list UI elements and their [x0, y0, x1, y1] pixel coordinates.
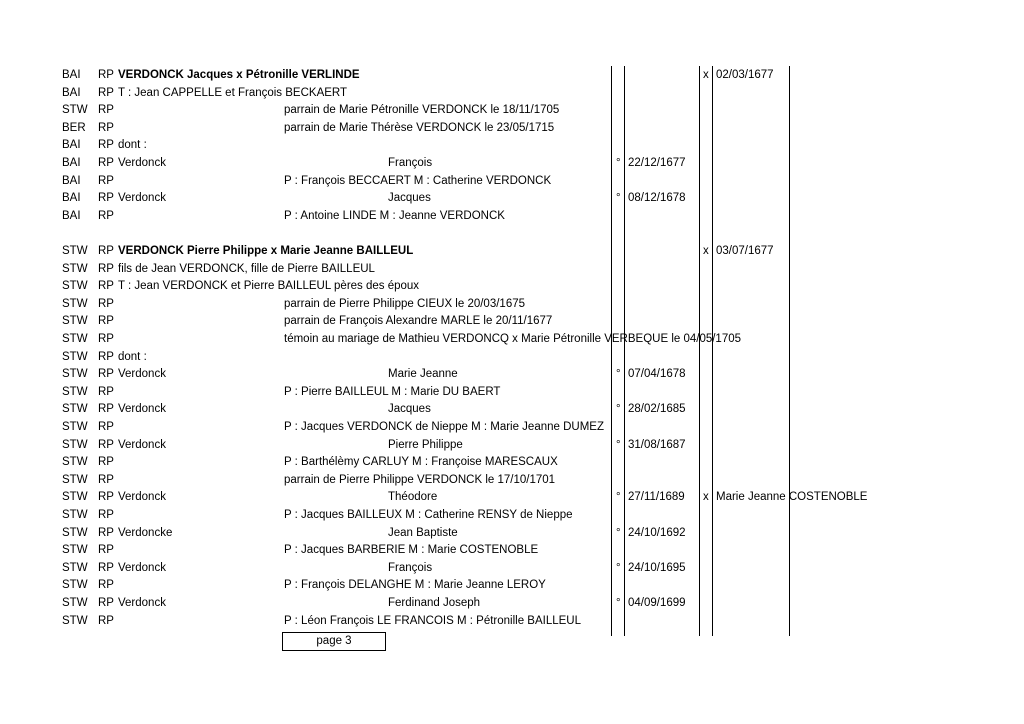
register-code: RP: [98, 526, 114, 539]
marriage-info: Marie Jeanne COSTENOBLE: [716, 491, 868, 504]
parish-code: STW: [62, 245, 88, 257]
record-main-text: Verdonck: [118, 597, 166, 609]
record-date: 31/08/1687: [628, 438, 686, 451]
table-row: [0, 224, 1024, 242]
birth-symbol: °: [616, 157, 621, 169]
table-row: [0, 383, 1024, 401]
register-code: RP: [98, 385, 114, 398]
register-code: RP: [98, 157, 114, 169]
birth-symbol: °: [616, 403, 621, 416]
birth-symbol: °: [616, 561, 621, 574]
parish-code: BAI: [62, 157, 81, 169]
register-code: RP: [98, 579, 114, 592]
record-detail-text: P : François DELANGHE M : Marie Jeanne LEROY: [284, 579, 546, 592]
register-code: RP: [98, 104, 114, 117]
record-detail-text: P : Pierre BAILLEUL M : Marie DU BAERT: [284, 385, 501, 398]
table-row: [0, 365, 1024, 383]
table-row: [0, 66, 1024, 84]
register-code: RP: [98, 209, 114, 222]
record-detail-text: P : Jacques BARBERIE M : Marie COSTENOBLE: [284, 544, 539, 557]
record-date: 24/10/1692: [628, 526, 686, 539]
record-detail-text: P : Léon François LE FRANCOIS M : Pétronille BAILLEUL: [284, 614, 581, 627]
birth-symbol: °: [616, 368, 621, 381]
marriage-info: 02/03/1677: [716, 69, 774, 81]
table-row: [0, 524, 1024, 542]
record-date: 28/02/1685: [628, 403, 686, 416]
marriage-info: 03/07/1677: [716, 245, 774, 257]
child-first-name: Ferdinand Joseph: [388, 597, 481, 609]
table-row: [0, 506, 1024, 524]
table-row: [0, 295, 1024, 313]
birth-symbol: °: [616, 491, 621, 504]
record-main-text: Verdonck: [118, 403, 166, 416]
parish-code: STW: [62, 526, 88, 539]
column-divider: [712, 66, 713, 636]
child-first-name: Jacques: [388, 403, 431, 416]
table-row: [0, 418, 1024, 436]
table-row: [0, 330, 1024, 348]
table-row: [0, 119, 1024, 137]
parish-code: STW: [62, 421, 88, 433]
column-divider: [789, 66, 790, 636]
table-row: [0, 242, 1024, 260]
table-row: [0, 277, 1024, 295]
record-main-text: T : Jean VERDONCK et Pierre BAILLEUL pères des époux: [118, 280, 420, 293]
birth-symbol: °: [616, 526, 621, 539]
child-first-name: Jean Baptiste: [388, 526, 458, 539]
table-row: [0, 471, 1024, 489]
parish-code: BAI: [62, 86, 81, 99]
parish-code: BAI: [62, 192, 81, 205]
record-main-text: Verdonck: [118, 561, 166, 574]
column-divider: [624, 66, 625, 636]
record-main-text: Verdonck: [118, 438, 166, 451]
record-detail-text: parrain de Pierre Philippe VERDONCK le 17/10/1701: [284, 473, 556, 486]
record-main-text: T : Jean CAPPELLE et François BECKAERT: [118, 86, 348, 99]
record-date: 27/11/1689: [628, 491, 685, 504]
register-code: RP: [98, 597, 114, 609]
parish-code: STW: [62, 597, 88, 609]
table-row: [0, 400, 1024, 418]
marriage-symbol: x: [703, 245, 709, 257]
parish-code: STW: [62, 509, 88, 521]
column-divider: [699, 66, 700, 636]
register-code: RP: [98, 438, 114, 451]
register-code: RP: [98, 192, 114, 205]
parish-code: STW: [62, 473, 88, 486]
table-row: [0, 84, 1024, 102]
parish-code: STW: [62, 297, 88, 310]
parish-code: STW: [62, 262, 88, 275]
child-first-name: Marie Jeanne: [388, 368, 458, 381]
register-code: RP: [98, 69, 114, 81]
register-code: RP: [98, 614, 114, 627]
record-date: 24/10/1695: [628, 561, 686, 574]
register-code: RP: [98, 544, 114, 557]
child-first-name: Théodore: [388, 491, 438, 504]
record-detail-text: P : Jacques VERDONCK de Nieppe M : Marie Jeanne DUMEZ: [284, 421, 604, 433]
register-code: RP: [98, 333, 114, 345]
child-first-name: François: [388, 157, 433, 169]
record-date: 08/12/1678: [628, 192, 686, 205]
register-code: RP: [98, 315, 114, 328]
parish-code: STW: [62, 561, 88, 574]
register-code: RP: [98, 561, 114, 574]
record-main-text: Verdoncke: [118, 526, 173, 539]
record-detail-text: témoin au mariage de Mathieu VERDONCQ x Marie Pétronille VERBEQUE le 04/05/1705: [284, 333, 742, 345]
parish-code: STW: [62, 456, 88, 469]
register-code: RP: [98, 421, 114, 433]
record-detail-text: parrain de François Alexandre MARLE le 20/11/1677: [284, 315, 553, 328]
table-row: [0, 312, 1024, 330]
marriage-symbol: x: [703, 491, 709, 504]
parish-code: BAI: [62, 69, 81, 81]
table-row: [0, 488, 1024, 506]
record-date: 07/04/1678: [628, 368, 686, 381]
register-code: RP: [98, 509, 114, 521]
record-main-text: VERDONCK Pierre Philippe x Marie Jeanne BAILLEUL: [118, 245, 414, 257]
table-row: [0, 576, 1024, 594]
parish-code: STW: [62, 350, 88, 363]
record-date: 22/12/1677: [628, 157, 686, 169]
table-row: [0, 154, 1024, 172]
register-code: RP: [98, 456, 114, 469]
table-row: [0, 612, 1024, 630]
parish-code: STW: [62, 280, 88, 293]
table-row: [0, 436, 1024, 454]
parish-code: BER: [62, 121, 86, 134]
register-code: RP: [98, 280, 114, 293]
parish-code: STW: [62, 104, 88, 117]
record-main-text: dont :: [118, 139, 147, 152]
column-divider: [611, 66, 612, 636]
record-main-text: Verdonck: [118, 157, 166, 169]
record-main-text: dont :: [118, 350, 147, 363]
parish-code: STW: [62, 579, 88, 592]
birth-symbol: °: [616, 597, 621, 609]
record-detail-text: parrain de Marie Thérèse VERDONCK le 23/05/1715: [284, 121, 555, 134]
parish-code: STW: [62, 403, 88, 416]
marriage-symbol: x: [703, 69, 709, 81]
table-row: [0, 594, 1024, 612]
record-main-text: Verdonck: [118, 491, 166, 504]
register-code: RP: [98, 86, 114, 99]
table-row: [0, 260, 1024, 278]
record-detail-text: P : François BECCAERT M : Catherine VERDONCK: [284, 174, 552, 187]
parish-code: STW: [62, 438, 88, 451]
register-code: RP: [98, 473, 114, 486]
register-code: RP: [98, 139, 114, 152]
record-main-text: fils de Jean VERDONCK, fille de Pierre BAILLEUL: [118, 262, 375, 275]
register-code: RP: [98, 350, 114, 363]
child-first-name: Jacques: [388, 192, 431, 205]
parish-code: STW: [62, 491, 88, 504]
table-row: [0, 136, 1024, 154]
birth-symbol: °: [616, 192, 621, 205]
parish-code: STW: [62, 315, 88, 328]
page-number-label: page 3: [282, 632, 386, 651]
child-first-name: Pierre Philippe: [388, 438, 463, 451]
record-detail-text: P : Jacques BAILLEUX M : Catherine RENSY de Nieppe: [284, 509, 573, 521]
table-row: [0, 189, 1024, 207]
parish-code: STW: [62, 614, 88, 627]
table-row: [0, 101, 1024, 119]
record-detail-text: P : Barthélèmy CARLUY M : Françoise MARESCAUX: [284, 456, 558, 469]
table-row: [0, 559, 1024, 577]
register-code: RP: [98, 174, 114, 187]
birth-symbol: °: [616, 438, 621, 451]
record-detail-text: P : Antoine LINDE M : Jeanne VERDONCK: [284, 209, 505, 222]
record-date: 04/09/1699: [628, 597, 686, 609]
register-code: RP: [98, 245, 114, 257]
record-main-text: Verdonck: [118, 192, 166, 205]
table-row: [0, 541, 1024, 559]
register-code: RP: [98, 368, 114, 381]
parish-code: BAI: [62, 174, 81, 187]
parish-code: BAI: [62, 139, 81, 152]
table-row: [0, 453, 1024, 471]
child-first-name: François: [388, 561, 433, 574]
parish-code: BAI: [62, 209, 81, 222]
register-code: RP: [98, 121, 114, 134]
table-row: [0, 348, 1024, 366]
record-main-text: VERDONCK Jacques x Pétronille VERLINDE: [118, 69, 360, 81]
parish-code: STW: [62, 333, 88, 345]
record-detail-text: parrain de Marie Pétronille VERDONCK le 18/11/1705: [284, 104, 560, 117]
register-code: RP: [98, 297, 114, 310]
record-main-text: Verdonck: [118, 368, 166, 381]
record-detail-text: parrain de Pierre Philippe CIEUX le 20/03/1675: [284, 297, 526, 310]
parish-code: STW: [62, 385, 88, 398]
table-row: [0, 172, 1024, 190]
register-code: RP: [98, 403, 114, 416]
register-code: RP: [98, 491, 114, 504]
table-row: [0, 207, 1024, 225]
parish-code: STW: [62, 368, 88, 381]
register-code: RP: [98, 262, 114, 275]
parish-code: STW: [62, 544, 88, 557]
